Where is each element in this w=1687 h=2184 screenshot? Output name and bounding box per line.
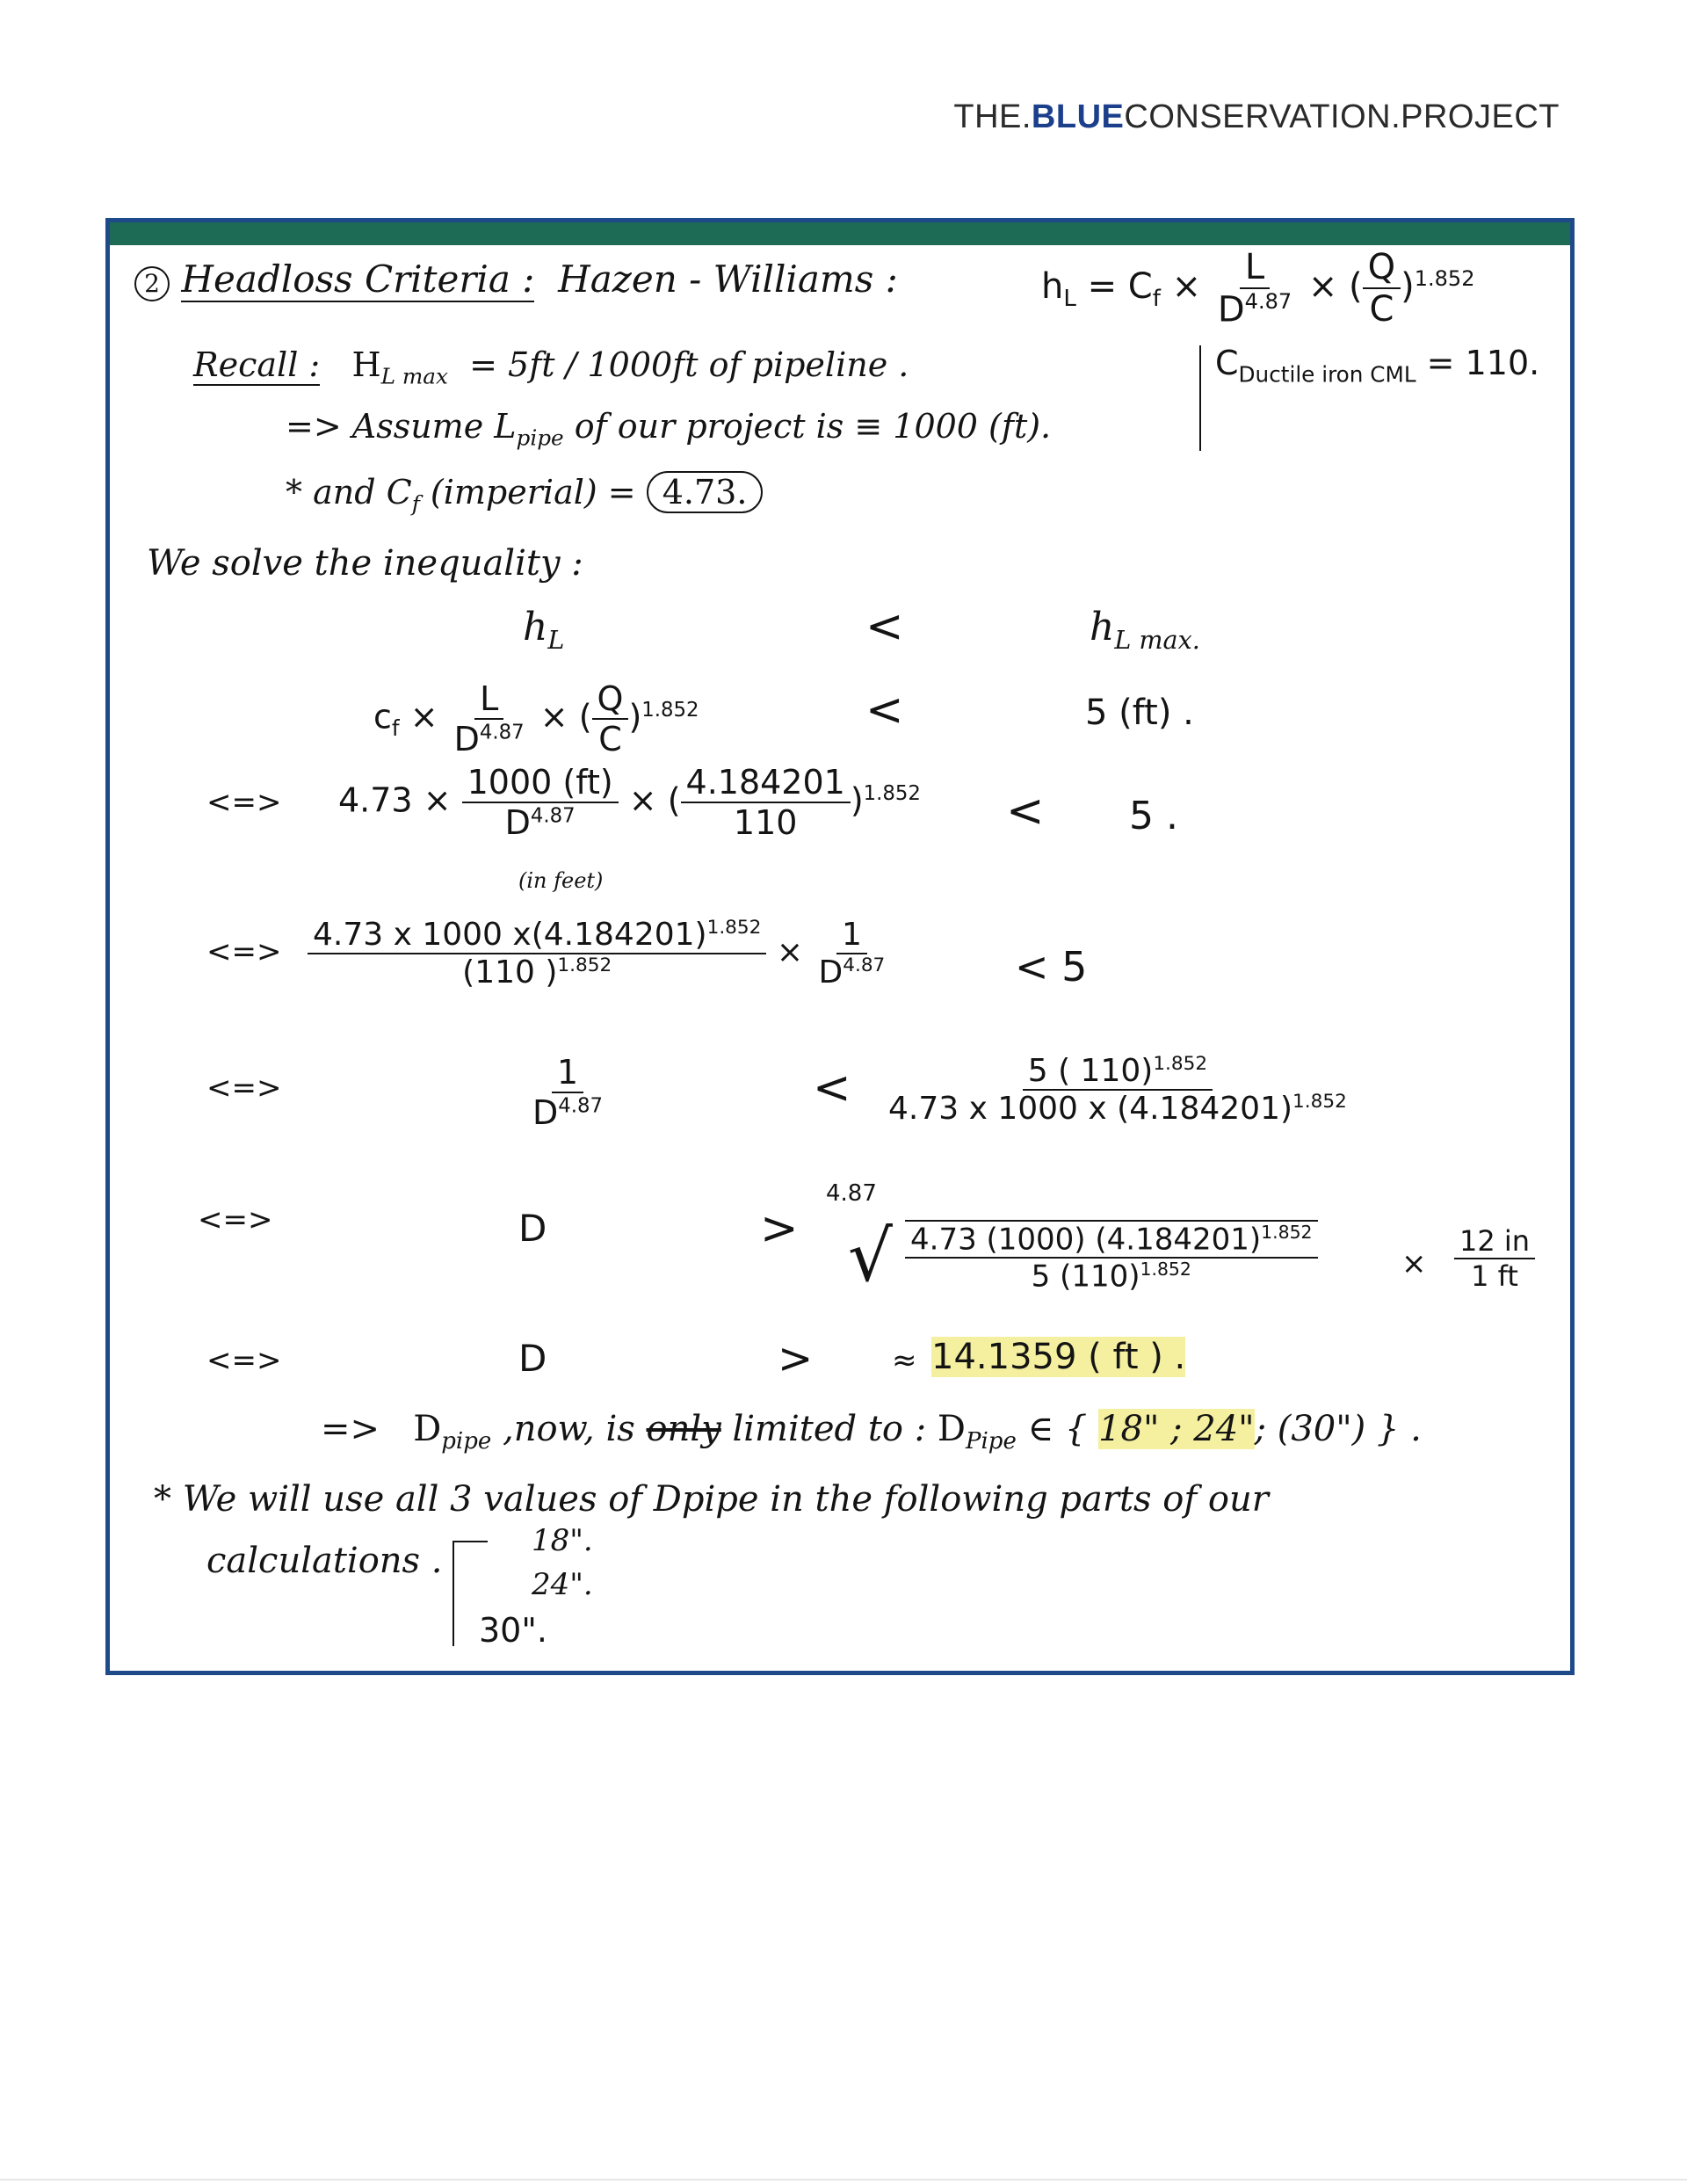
row4-left: $\frac{4.73 x 1000 x(4.184201)^{1.852}}{(110 )^{1.852}}$ × $\frac{1}{D^{4.87}}$ xyxy=(308,917,890,990)
row3-den-note: (in feet) xyxy=(518,868,604,893)
limited-line: => $D_{pipe}$ ,now, is only limited to : $D_{Pipe}$ ∈ { 18" ; 24"; (30") } . xyxy=(321,1409,1422,1455)
row6-conversion: $\frac{12 in}{1 ft}$ xyxy=(1454,1224,1535,1293)
row2-op: < xyxy=(865,684,904,736)
row3-op: < xyxy=(1006,785,1045,838)
row2-right: 5 (ft) . xyxy=(1085,693,1194,733)
row7-arrow: <=> xyxy=(206,1343,282,1378)
list-bracket-vertical xyxy=(453,1541,454,1646)
row6-radicand: $\frac{4.73 (1000) (4.184201)^{1.852}}{5 (110)^{1.852}}$ xyxy=(905,1220,1318,1295)
row6-times: × xyxy=(1401,1246,1427,1281)
row5-right: $\frac{5 ( 110)^{1.852}}{4.73 x 1000 x (4.184201)^{1.852}}$ xyxy=(888,1053,1347,1127)
radical-sign: √ xyxy=(848,1215,893,1297)
recall-line: Recall : $H_{L max} = 5ft / 1000ft$ of pipeline . xyxy=(193,345,909,389)
solve-line: We solve the inequality : xyxy=(147,543,583,584)
site-header xyxy=(953,98,1560,136)
notebook-top-strip xyxy=(110,222,1570,245)
calculations-label: calculations . xyxy=(206,1541,443,1581)
row5-op: < xyxy=(813,1062,851,1114)
cf-line: * and $C_f$ (imperial) = 4.73. xyxy=(286,473,763,517)
row1-left: $h_L$ xyxy=(523,605,565,655)
list-bracket-top xyxy=(453,1541,488,1542)
row7-approx: ≈ xyxy=(892,1343,917,1378)
row3-arrow: <=> xyxy=(206,785,282,820)
page-bottom-edge xyxy=(0,2179,1687,2180)
row6-root-index: 4.87 xyxy=(826,1180,877,1207)
row7-left: D xyxy=(518,1337,547,1380)
row1-right: $h_{L max.}$ xyxy=(1090,605,1200,655)
row2-left: $c_f$ × $\frac{L}{D^{4.87}}$ × ( $\frac{Q}{C}$ )$^{1.852}$ xyxy=(373,679,699,758)
row4-op: < 5 xyxy=(1015,943,1088,990)
row4-arrow: <=> xyxy=(206,934,282,969)
formula-name: Hazen - Williams : xyxy=(558,258,898,301)
will-use-line: * We will use all 3 values of Dpipe in the following parts of our xyxy=(154,1479,1269,1520)
side-divider xyxy=(1199,345,1201,451)
diameter-30: 30". xyxy=(479,1611,547,1650)
diameter-18: 18". xyxy=(532,1523,593,1558)
row6-left: D xyxy=(518,1207,547,1250)
c-coefficient: $C_{Ductile iron CML} = 110$. xyxy=(1215,344,1540,388)
row5-arrow: <=> xyxy=(206,1070,282,1106)
step-number: 2 xyxy=(134,266,170,301)
row5-left: $\frac{1}{D^{4.87}}$ xyxy=(532,1053,604,1132)
diameter-24: 24". xyxy=(532,1567,593,1602)
assume-line: => Assume $L_{pipe}$ of our project is ≡ 1000 (ft). xyxy=(286,407,1052,451)
header-highlight: BLUE xyxy=(1031,98,1125,135)
section-title: Headloss Criteria : xyxy=(181,258,535,301)
row6-arrow: <=> xyxy=(198,1202,273,1237)
row6-op: > xyxy=(760,1202,799,1255)
header-suffix: CONSERVATION.PROJECT xyxy=(1124,98,1560,135)
header-prefix: THE. xyxy=(953,98,1032,135)
row1-op: < xyxy=(865,600,904,653)
row3-left: 4.73 × $\frac{1000 (ft)}{D^{4.87}}$ × ( $\frac{4.184201}{110}$ )$^{1.852}$ xyxy=(338,763,921,842)
pipe-options: 18" ; 24" xyxy=(1098,1409,1255,1449)
hazen-williams-formula: $h_L = C_f$ × $\frac{L}{D^{4.87}}$ × ( $\frac{Q}{C}$ )$^{1.852}$ xyxy=(1041,247,1475,330)
row7-op: > xyxy=(778,1334,814,1383)
notes-frame xyxy=(105,218,1575,1675)
title-line xyxy=(134,258,898,301)
row3-right: 5 . xyxy=(1129,794,1178,838)
cf-value: 4.73. xyxy=(647,471,764,513)
row7-result: 14.1359 ( ft ) . xyxy=(931,1337,1186,1377)
